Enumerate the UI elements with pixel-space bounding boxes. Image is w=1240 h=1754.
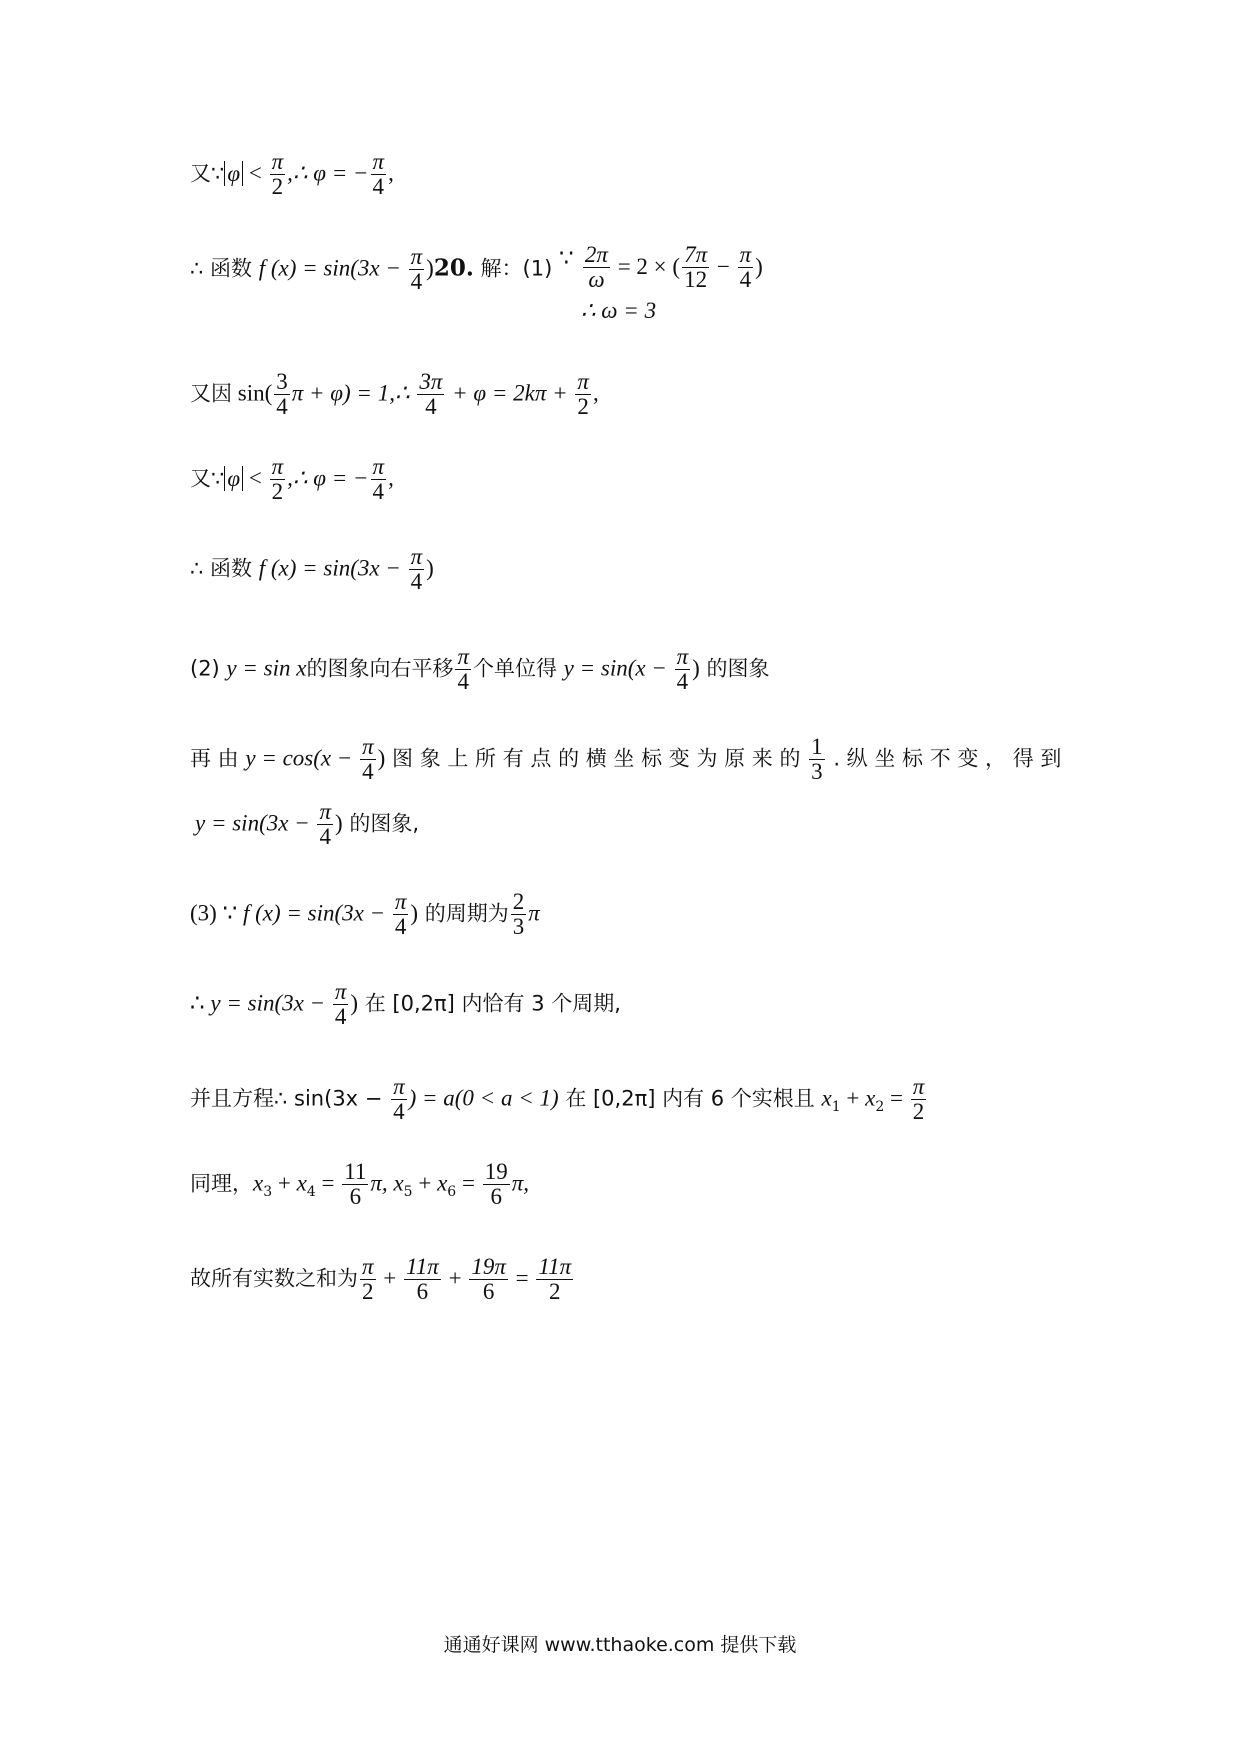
numerator: 11π (406, 1254, 439, 1279)
equation-line-3 (190, 370, 599, 419)
text: ) (692, 655, 700, 681)
text: 图 象 上 所 有 点 的 横 坐 标 变 为 原 来 的 (385, 746, 808, 771)
text: y = sin x (226, 655, 307, 681)
numerator: 2π (584, 242, 608, 267)
text: + (412, 1170, 438, 1196)
numerator: π (739, 242, 752, 267)
fraction (274, 370, 290, 419)
text: x (296, 1170, 307, 1196)
text: 又∵ (190, 161, 225, 186)
text: , (388, 160, 394, 186)
subscript: 2 (875, 1099, 885, 1116)
denominator: 4 (410, 269, 423, 295)
numerator: π (271, 149, 284, 174)
fraction (455, 645, 471, 694)
fraction (391, 1075, 407, 1124)
denominator: 4 (276, 394, 288, 420)
fraction (483, 1160, 510, 1209)
text: + φ = 2kπ + (446, 380, 574, 406)
text: ) (426, 555, 434, 581)
fraction (575, 370, 591, 419)
text: = (315, 1170, 341, 1196)
text: π, (511, 1170, 529, 1196)
denominator: 4 (334, 1004, 347, 1030)
text: π (528, 900, 540, 926)
fraction (583, 243, 610, 292)
text: + (442, 1265, 468, 1291)
text: , (388, 465, 394, 491)
denominator: 4 (372, 479, 385, 505)
denominator: 4 (362, 759, 374, 785)
text: + (840, 1085, 866, 1111)
text: + (272, 1170, 297, 1196)
denominator: 2 (362, 1279, 374, 1305)
text: ∴ (190, 990, 211, 1016)
text: = (509, 1265, 535, 1291)
denominator: 6 (416, 1279, 429, 1305)
numerator: π (372, 454, 385, 479)
numerator: π (334, 979, 347, 1004)
denominator: 2 (912, 1099, 925, 1125)
denominator: 4 (319, 824, 331, 850)
equation-line-4 (190, 455, 394, 504)
equation-line-6 (190, 645, 770, 694)
denominator: 6 (490, 1184, 502, 1210)
fraction (270, 455, 286, 504)
text: π + φ) = 1,∴ (291, 380, 416, 406)
text: = (456, 1170, 481, 1196)
text: (2) (190, 656, 227, 681)
denominator: 3 (512, 914, 525, 940)
text: x (865, 1085, 876, 1111)
text: y = sin(3x − (195, 810, 316, 836)
text: = 2 × ( (611, 253, 681, 279)
text: ∴ 函数 (190, 256, 259, 281)
denominator: 12 (684, 267, 708, 293)
text: f (x) = sin(3x − (258, 555, 407, 581)
fraction (675, 645, 691, 694)
text: 并且方程∴ sin(3x − (190, 1086, 390, 1111)
footer-source: 通通好课网 www.tthaoke.com 提供下载 (443, 1634, 797, 1656)
fraction (371, 150, 387, 199)
fraction (360, 1255, 376, 1304)
text: . 纵 坐 标 不 变 ， 得 到 (826, 746, 1062, 771)
equation-line-11 (190, 1075, 928, 1124)
text: π, (370, 1170, 394, 1196)
subscript: 1 (831, 1099, 841, 1116)
fraction (409, 545, 425, 594)
numerator: π (319, 799, 331, 824)
fraction (393, 890, 409, 939)
abs-phi: φ (224, 466, 243, 491)
denominator: 3 (811, 759, 823, 785)
subscript: 6 (447, 1184, 457, 1201)
text: 的图象 (699, 656, 770, 681)
fraction (404, 1255, 441, 1304)
text: sin( (232, 380, 273, 406)
stack (581, 243, 763, 324)
text: ,∴ φ = − (287, 160, 369, 186)
fraction (738, 243, 754, 292)
numerator: 3 (276, 369, 288, 394)
text: + (377, 1265, 403, 1291)
text: y = cos(x − (245, 745, 359, 771)
text: x (437, 1170, 448, 1196)
text: < (243, 465, 268, 491)
subscript: 5 (403, 1184, 413, 1201)
denominator: 2 (549, 1279, 561, 1305)
text: = (884, 1085, 909, 1111)
numerator: 7π (684, 242, 708, 267)
problem-number: 20. (433, 254, 474, 282)
numerator: π (410, 244, 423, 269)
numerator: π (372, 149, 385, 174)
text: 再 由 (190, 746, 246, 771)
numerator: 1 (811, 734, 823, 759)
text: 同理， (190, 1171, 253, 1196)
equation-line-10 (190, 980, 621, 1029)
fraction (270, 150, 286, 199)
denominator: 4 (394, 914, 407, 940)
denominator: 4 (425, 394, 437, 420)
fraction (417, 370, 444, 419)
numerator: π (393, 1074, 405, 1099)
denominator: 2 (271, 174, 284, 200)
fraction (809, 735, 825, 784)
fraction (469, 1255, 508, 1304)
fraction (409, 245, 425, 294)
text: < (243, 160, 268, 186)
fraction (317, 800, 333, 849)
fraction (911, 1075, 927, 1124)
equation-line-2 (190, 242, 763, 326)
text: 个单位得 (472, 656, 564, 681)
text: ) = a(0 < a < 1) (408, 1085, 559, 1111)
denominator: 4 (676, 669, 689, 695)
text: ) (335, 810, 343, 836)
text: 的周期为 (418, 901, 509, 926)
omega-result: ∴ ω = 3 (580, 298, 657, 324)
numerator: 2 (512, 889, 525, 914)
equation-line-13 (190, 1255, 575, 1304)
numerator: π (362, 734, 374, 759)
text: x (253, 1170, 264, 1196)
numerator: π (912, 1074, 925, 1099)
numerator: 3π (419, 369, 443, 394)
fraction (536, 1255, 573, 1304)
subscript: 3 (263, 1184, 273, 1201)
equation-line-12 (190, 1160, 529, 1209)
text: 又因 (190, 381, 232, 406)
text: ) (377, 745, 386, 771)
denominator: 2 (577, 394, 589, 420)
numerator: π (271, 454, 284, 479)
equation-line-1 (190, 150, 394, 199)
text: (3) ∵ (190, 900, 243, 926)
text: 在 [0,2π] 内有 6 个实根且 (558, 1086, 822, 1111)
text: y = sin(x − (563, 655, 673, 681)
text: y = sin(3x − (210, 990, 331, 1016)
fraction (333, 980, 349, 1029)
text: 的图象向右平移 (306, 656, 454, 681)
numerator: 11π (538, 1254, 572, 1279)
denominator: 4 (739, 267, 752, 293)
text: x (393, 1170, 404, 1196)
text: ∴ 函数 (190, 556, 259, 581)
fraction (342, 1160, 368, 1209)
text: , (592, 380, 599, 406)
text: x (821, 1085, 832, 1111)
numerator: 19π (471, 1254, 506, 1279)
fraction (371, 455, 387, 504)
numerator: π (676, 644, 689, 669)
stack-top (581, 242, 763, 293)
text: ∵ (558, 245, 574, 271)
numerator: π (394, 889, 407, 914)
denominator: 6 (482, 1279, 495, 1305)
numerator: π (577, 369, 589, 394)
text: 故所有实数之和为 (190, 1266, 358, 1291)
subscript: 4 (306, 1184, 316, 1201)
numerator: 11 (344, 1159, 367, 1184)
denominator: 4 (372, 174, 385, 200)
denominator: ω (588, 267, 605, 293)
text: ) (350, 990, 359, 1016)
text: ) (410, 900, 419, 926)
text: 解：(1) (473, 256, 559, 281)
denominator: 4 (457, 669, 469, 695)
equation-line-7 (190, 735, 1061, 784)
equation-line-9 (190, 890, 540, 939)
fraction (360, 735, 376, 784)
abs-phi: φ (224, 161, 243, 186)
numerator: π (410, 544, 423, 569)
text: ,∴ φ = − (287, 465, 369, 491)
text: f (x) = sin(3x − (242, 900, 391, 926)
fraction (682, 243, 709, 292)
text: 的图象, (342, 811, 420, 836)
text: ) (755, 253, 763, 279)
text: 又∵ (190, 466, 225, 491)
numerator: 19 (484, 1159, 508, 1184)
equation-line-8 (195, 800, 419, 849)
text: − (711, 253, 736, 279)
text: 在 [0,2π] 内恰有 3 个周期, (358, 991, 621, 1016)
numerator: π (362, 1254, 374, 1279)
fraction (511, 890, 527, 939)
denominator: 6 (349, 1184, 362, 1210)
denominator: 2 (271, 479, 284, 505)
denominator: 4 (410, 569, 423, 595)
equation-line-5 (190, 545, 434, 594)
denominator: 4 (393, 1099, 405, 1125)
text: ) (426, 255, 434, 281)
text: f (x) = sin(3x − (258, 255, 407, 281)
numerator: π (457, 644, 469, 669)
